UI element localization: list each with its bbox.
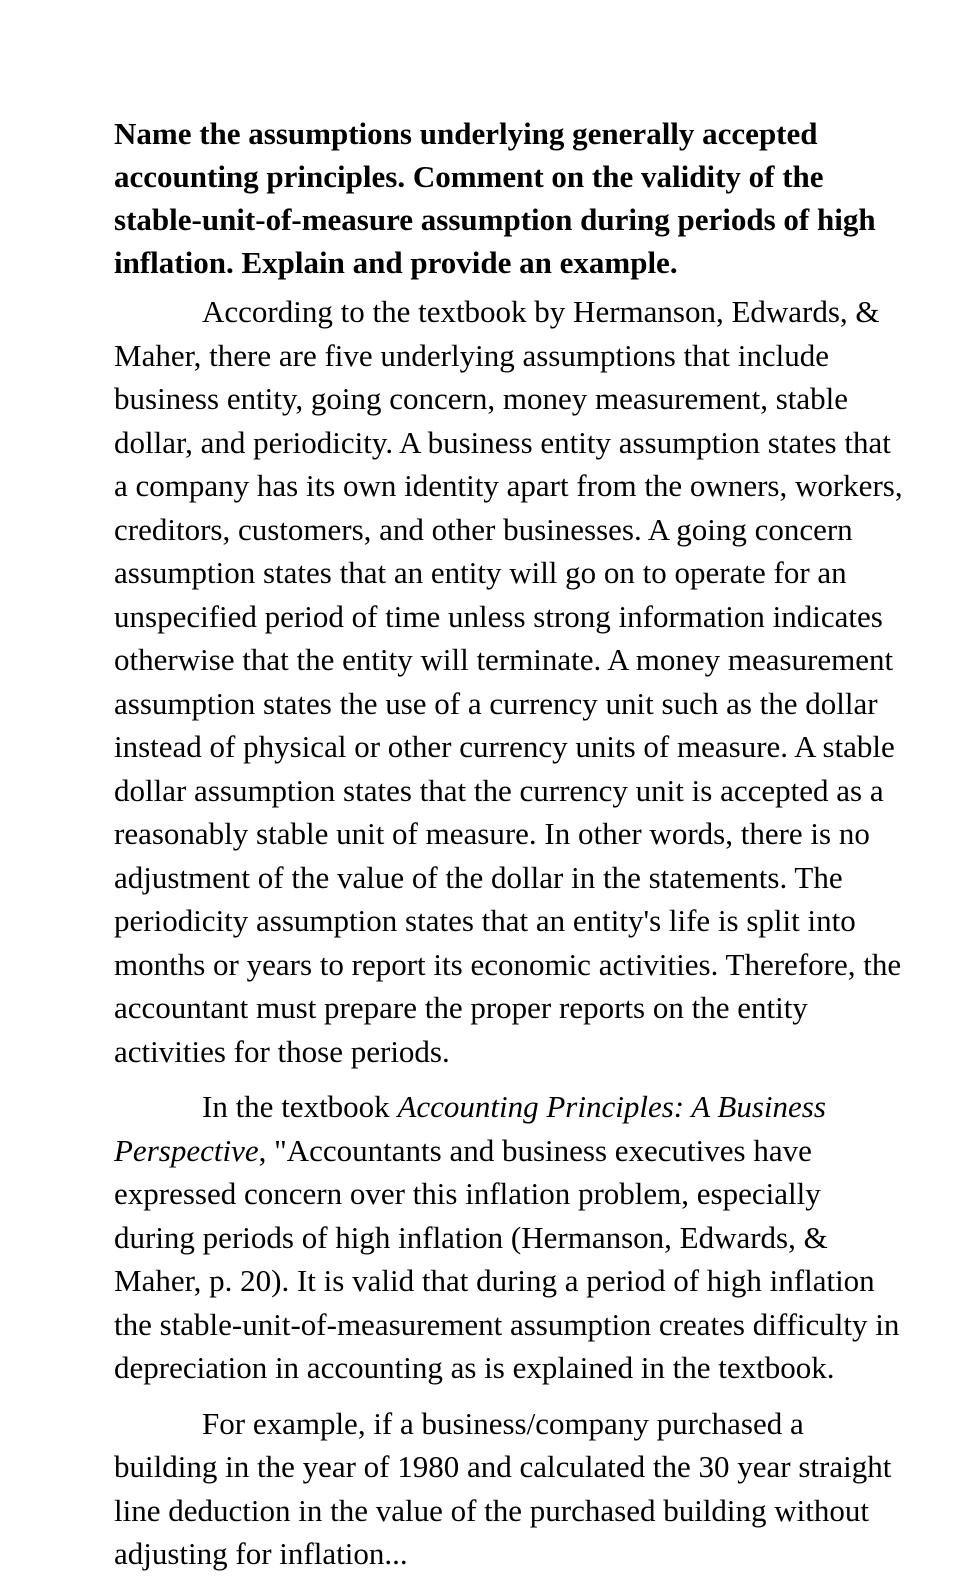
document-page [114, 112, 904, 1588]
question-heading: Name the assumptions underlying generally accepted accounting principles. Comment on the validity of the stable-unit-of-measure assumption during periods of high inflation. Explain and provide an example. [114, 116, 876, 280]
paragraph-example: For example, if a business/company purchased a building in the year of 1980 and calculated the 30 year straight line deduction in the value of the purchased building without adjusting for inflation... [114, 1405, 892, 1571]
paragraph-assumptions: According to the textbook by Hermanson, Edwards, & Maher, there are five underlying assumptions that include business entity, going concern, money measurement, stable dollar, and periodicity. A business entity assumption states that a company has its own identity apart from the owners, workers, creditors, customers, and other businesses. A going concern assumption states that an entity will go on to operate for an unspecified period of time unless strong information indicates otherwise that the entity will terminate. A money measurement assumption states the use of a currency unit such as the dollar instead of physical or other currency units of measure. A stable dollar assumption states that the currency unit is accepted as a reasonably stable unit of measure. In other words, there is no adjustment of the value of the dollar in the statements. The periodicity assumption states that an entity's life is split into months or years to report its economic activities. Therefore, the accountant must prepare the proper reports on the entity activities for those periods. [114, 294, 903, 1069]
paragraph-inflation [114, 1085, 904, 1390]
paragraph-inflation-body: , "Accountants and business executives have expressed concern over this inflation problem, especially during periods of high inflation (Hermanson, Edwards, & Maher, p. 20). It is valid that during a period of high inflation the stable-unit-of-measurement assumption creates difficulty in depreciation in accounting as is explained in the textbook. [114, 1132, 900, 1385]
paragraph-inflation-lead: In the textbook [202, 1089, 398, 1124]
book-title: Accounting Principles: A Business Perspective [114, 1089, 826, 1168]
